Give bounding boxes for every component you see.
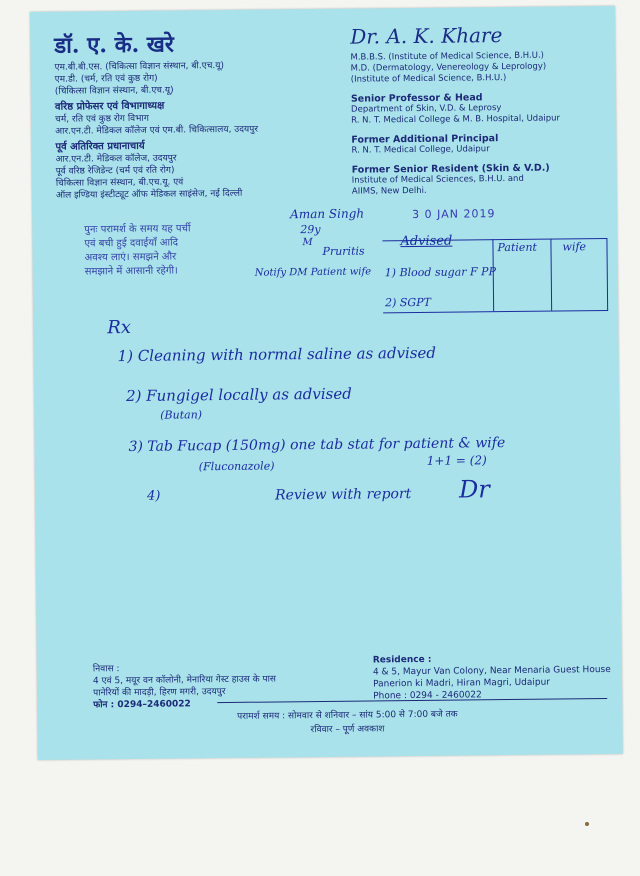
residence-english [373, 652, 613, 703]
patient-sex: M [302, 237, 313, 249]
address-line: 4 एवं 5, मयूर वन कॉलोनी, मेनारिया गेस्ट हाउस के पास [92, 674, 277, 687]
stamp-line: एवं बची हुई दवाईयाँ आदि [84, 237, 179, 250]
consultation-timing [117, 706, 577, 739]
section-title: वरिष्ठ प्रोफेसर एवं विभागाध्यक्ष [54, 100, 165, 113]
qualification-line: M.D. (Dermatology, Venereology & Leprology) [350, 61, 547, 74]
qualification-line: (चिकित्सा विज्ञान संस्थान, बी.एच.यू) [54, 85, 174, 97]
rx-item: 4) [146, 488, 161, 504]
qualification-line: एम.डी. (चर्म, रति एवं कुष्ठ रोग) [54, 73, 158, 85]
address-line: Panerion ki Madri, Hiran Magri, Udaipur [373, 677, 551, 690]
phone-number: Phone : 0294 - 2460022 [373, 690, 482, 702]
qualification-line: (Institute of Medical Science, B.H.U.) [350, 73, 507, 85]
address-line: 4 & 5, Mayur Van Colony, Near Menaria Guest House [372, 664, 611, 678]
section-line: ऑल इण्डिया इंस्टीट्यूट ऑफ मेडिकल साइंसेज, नई दिल्ली [55, 188, 243, 201]
complaint: Pruritis [322, 244, 365, 258]
advised-heading: Advised [400, 233, 453, 250]
address-line: पानेरियों की मादड़ी, हिरण मगरी, उदयपुर [93, 686, 226, 699]
letterhead-english [350, 20, 602, 198]
advised-item: 2) SGPT [384, 295, 431, 310]
address-label: Residence : [372, 654, 432, 666]
doctor-signature: Dr [458, 475, 490, 504]
rx-item: 2) Fungigel locally as advised [125, 384, 352, 406]
rx-item-generic: (Butan) [160, 408, 203, 422]
table-column-rule [606, 238, 608, 310]
section-title: Senior Professor & Head [350, 92, 483, 105]
section-line: Department of Skin, V.D. & Leprosy [350, 103, 502, 115]
table-column-rule [550, 239, 552, 311]
doctor-name-hindi: डॉ. ए. के. खरे [54, 31, 174, 59]
section-line: चिकित्सा विज्ञान संस्थान, बी.एच.यू. एवं [55, 177, 184, 189]
rx-item-total: 1+1 = (2) [426, 453, 487, 468]
phone-number: फोन : 0294–2460022 [93, 699, 191, 711]
section-title: Former Additional Principal [351, 133, 499, 146]
clinical-note: Notify DM Patient wife [254, 266, 372, 279]
section-title: Former Senior Resident (Skin & V.D.) [351, 162, 550, 176]
date-stamp: 3 0 JAN 2019 [412, 207, 496, 222]
table-header-wife: wife [562, 240, 587, 254]
rx-item: 3) Tab Fucap (150mg) one tab stat for patient & wife [128, 435, 506, 455]
advised-item: 1) Blood sugar F PP [384, 265, 496, 280]
patient-age: 29y [300, 222, 321, 237]
table-header-patient: Patient [497, 240, 537, 255]
review-note: Review with report [274, 486, 412, 504]
section-title: पूर्व अतिरिक्त प्रधानाचार्य [55, 140, 145, 153]
section-line: AIIMS, New Delhi. [351, 185, 427, 197]
section-line: पूर्व वरिष्ठ रेजिडेन्ट (चर्म एवं रति रोग) [55, 165, 175, 177]
stamp-line: समझाने में आसानी रहेगी। [84, 265, 178, 278]
residence-hindi [93, 660, 373, 711]
section-line: Institute of Medical Sciences, B.H.U. and [351, 173, 524, 186]
section-line: R. N. T. Medical College & M. B. Hospital, Udaipur [351, 113, 561, 126]
rx-symbol: Rx [107, 316, 132, 339]
section-line: चर्म, रति एवं कुष्ठ रोग विभाग [55, 113, 149, 125]
section-line: आर.एन.टी. मेडिकल कॉलेज एवं एम.बी. चिकित्सालय, उदयपुर [55, 124, 259, 137]
timing-line: रविवार – पूर्ण अवकाश [310, 724, 385, 736]
stamp-line: अवश्य लाएं। समझने और [84, 251, 177, 264]
qualification-line: M.B.B.S. (Institute of Medical Science, B.H.U.) [350, 50, 544, 63]
timing-line: परामर्श समय : सोमवार से शनिवार – सांय 5:00 से 7:00 बजे तक [237, 709, 458, 722]
patient-name: Aman Singh [290, 206, 365, 222]
rx-item: 1) Cleaning with normal saline as advised [117, 343, 437, 366]
rx-item-generic: (Fluconazole) [198, 459, 275, 474]
paper-speck [585, 822, 589, 826]
qualification-line: एम.बी.बी.एस. (चिकित्सा विज्ञान संस्थान, बी.एच.यू) [54, 60, 225, 73]
section-line: आर.एन.टी. मेडिकल कॉलेज, उदयपुर [55, 153, 177, 165]
stamp-line: पुनः परामर्श के समय यह पर्ची [84, 223, 191, 236]
prescription-sheet [30, 6, 623, 760]
letterhead-hindi [54, 29, 346, 202]
address-label: निवास : [92, 664, 120, 675]
doctor-name-english: Dr. A. K. Khare [350, 23, 503, 49]
table-bottom-rule [383, 310, 608, 313]
section-line: R. N. T. Medical College, Udaipur [351, 144, 490, 156]
